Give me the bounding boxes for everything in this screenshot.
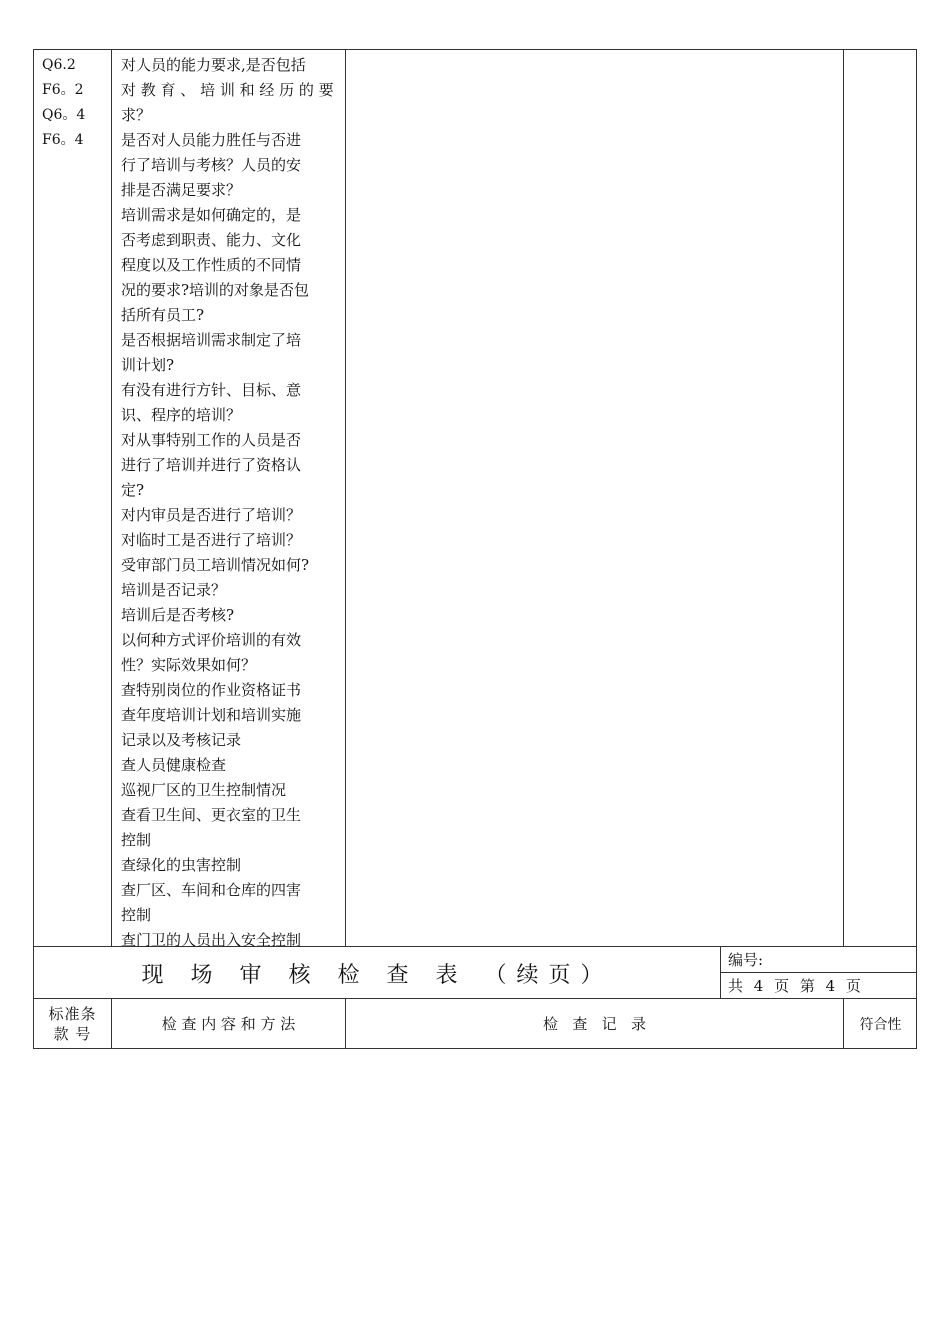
content-line: 对内审员是否进行了培训？ (121, 506, 302, 524)
content-line: 培训是否记录？ (121, 581, 227, 599)
content-line: 是否根据培训需求制定了培 (121, 331, 302, 349)
content-line: 查厂区、车间和仓库的四害 (121, 881, 302, 899)
content-line: 排是否满足要求？ (121, 181, 242, 199)
content-line: 定? (121, 481, 145, 499)
content-line: 对人员的能力要求,是否包括 (121, 56, 306, 74)
content-line: 有没有进行方针、目标、意 (121, 381, 302, 399)
content-line: 以何种方式评价培训的有效 (121, 631, 302, 649)
content-line: 况的要求?培训的对象是否包 (121, 281, 310, 299)
content-line: 进行了培训并进行了资格认 (121, 456, 302, 474)
content-line: 对临时工是否进行了培训？ (121, 531, 302, 549)
clause-code: F6。2 (42, 82, 84, 98)
header-clause: 标准条 款 号 (48, 1004, 97, 1043)
title-divider (720, 946, 721, 998)
content-line: 训计划? (121, 356, 175, 374)
content-line: 记录以及考核记录 (121, 731, 242, 749)
header-record: 检 查 记 录 (543, 1015, 646, 1033)
content-line: 受审部门员工培训情况如何? (121, 556, 310, 574)
content-line: 查人员健康检查 (121, 756, 227, 774)
content-line: 对从事特别工作的人员是否 (121, 431, 302, 449)
content-line: 查绿化的虫害控制 (121, 856, 242, 874)
content-line: 查特别岗位的作业资格证书 (121, 681, 302, 699)
content-line: 对 教 育 、 培 训 和 经 历 的 要 (121, 81, 334, 99)
header-content: 检 查 内 容 和 方 法 (161, 1015, 296, 1033)
content-line: 求？ (121, 106, 152, 124)
content-line: 性？实际效果如何？ (121, 656, 257, 674)
row-divider-serial (720, 972, 917, 973)
col-divider-3 (843, 49, 844, 947)
clause-code: Q6.2 (42, 57, 76, 73)
check-content (121, 53, 339, 953)
form-title: 现 场 审 核 检 查 表 （续页） (141, 962, 613, 988)
header-conformity: 符合性 (859, 1016, 902, 1033)
page-info: 共 4 页 第 4 页 (728, 977, 864, 995)
clause-code: Q6。4 (42, 107, 86, 123)
content-line: 是否对人员能力胜任与否进 (121, 131, 302, 149)
content-line: 控制 (121, 831, 152, 849)
content-line: 培训后是否考核? (121, 606, 235, 624)
content-line: 程度以及工作性质的不同情 (121, 256, 302, 274)
serial-number-label: 编号: (728, 951, 764, 969)
content-line: 控制 (121, 906, 152, 924)
clause-code: F6。4 (42, 132, 84, 148)
content-line: 括所有员工? (121, 306, 205, 324)
content-line: 巡视厂区的卫生控制情况 (121, 781, 287, 799)
content-line: 查年度培训计划和培训实施 (121, 706, 302, 724)
col-divider-2 (345, 49, 346, 947)
clause-codes (42, 53, 108, 153)
col-divider-1 (111, 49, 112, 947)
content-line: 查门卫的人员出入安全控制 (121, 931, 302, 949)
content-line: 识、程序的培训？ (121, 406, 242, 424)
content-line: 查看卫生间、更衣室的卫生 (121, 806, 302, 824)
content-line: 行了培训与考核？人员的安 (121, 156, 302, 174)
content-line: 否考虑到职责、能力、文化 (121, 231, 302, 249)
content-line: 培训需求是如何确定的，是 (121, 206, 302, 224)
